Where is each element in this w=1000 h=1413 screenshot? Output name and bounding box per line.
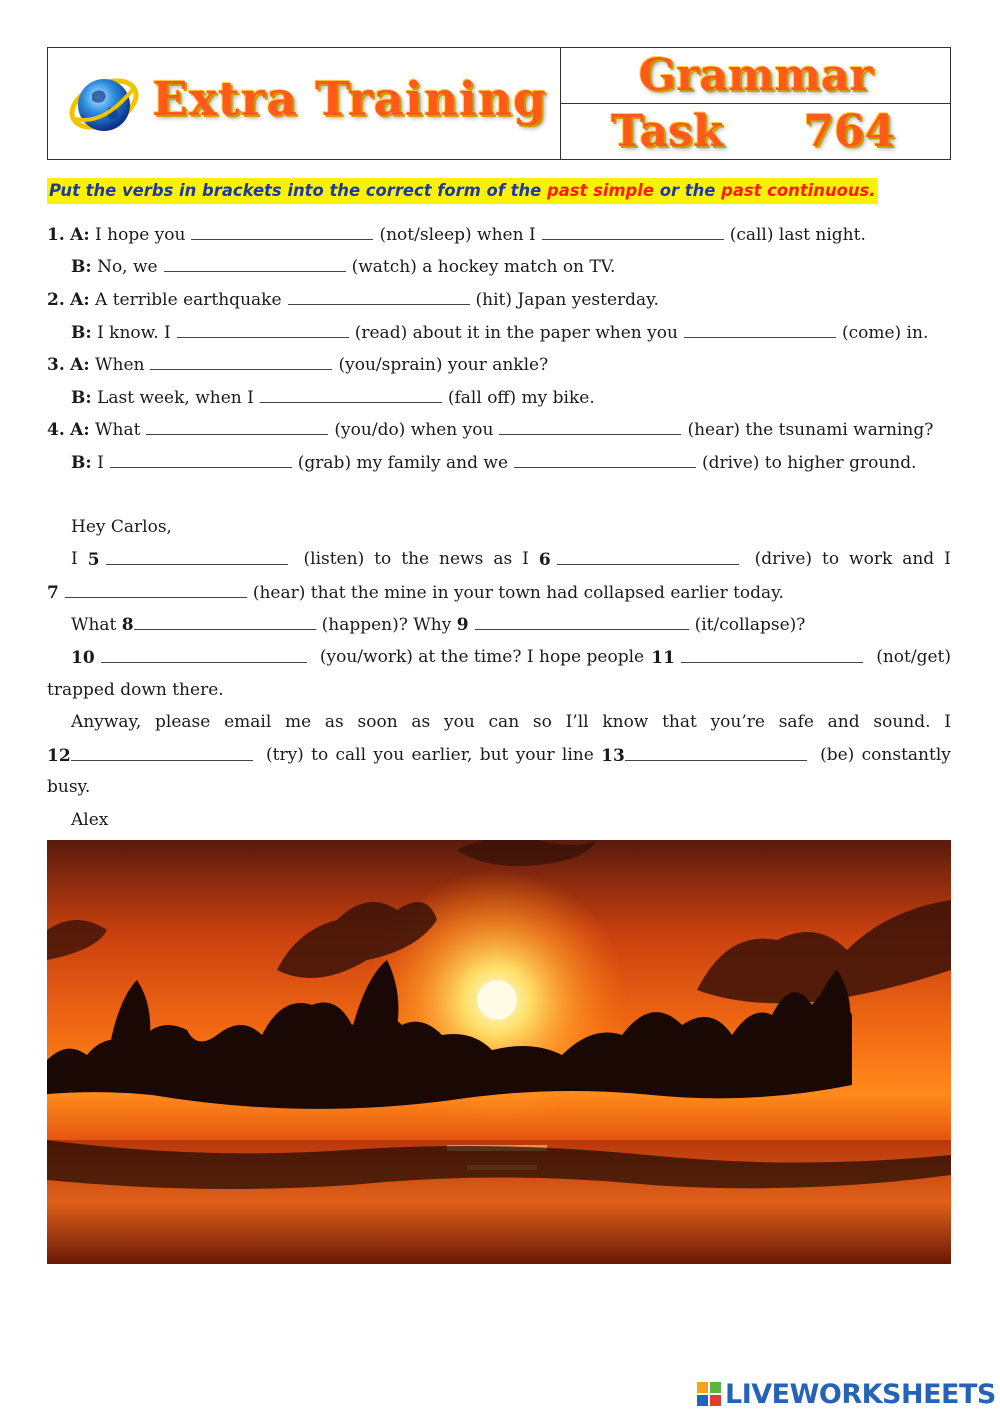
letter-line-4: [47, 646, 951, 669]
word: call: [335, 745, 367, 765]
speaker-label: B:: [71, 323, 92, 343]
answer-blank[interactable]: [475, 613, 689, 630]
speaker-label: A:: [70, 355, 90, 375]
sentence-text: (hear) that the mine in your town had collapsed earlier today.: [252, 583, 784, 603]
sentence-text: (you/sprain) your ankle?: [338, 355, 549, 375]
speaker-label: A:: [70, 420, 90, 440]
word: to: [374, 549, 392, 569]
word: so: [532, 712, 552, 732]
word: to: [311, 745, 329, 765]
word: me: [285, 712, 312, 732]
word: I: [944, 549, 951, 569]
word: please: [155, 712, 211, 732]
word: news: [439, 549, 484, 569]
gap-number: 7: [47, 583, 59, 603]
liveworksheets-logo[interactable]: [697, 1378, 996, 1410]
exercise-1b: [47, 255, 951, 278]
answer-blank[interactable]: [106, 548, 288, 565]
word: you: [373, 745, 405, 765]
exercise-number: 2.: [47, 290, 65, 310]
word: as: [411, 712, 431, 732]
instruction-past-continuous: past continuous.: [721, 181, 876, 200]
sentence-text: Last week, when I: [97, 388, 254, 408]
letter-line-8: busy.: [47, 777, 91, 797]
exercise-3a: [47, 353, 951, 376]
sentence-text: What: [71, 615, 117, 635]
gap-5: [88, 548, 294, 571]
answer-blank[interactable]: [499, 418, 681, 435]
exercise-2a: [47, 288, 951, 311]
gap-10: [71, 646, 313, 669]
exercise-4b: [47, 451, 951, 474]
answer-blank[interactable]: [101, 646, 307, 663]
gap-number: 5: [87, 550, 100, 570]
gap-number: 10: [71, 648, 95, 668]
word: Anyway,: [71, 712, 142, 732]
word: earlier,: [411, 745, 473, 765]
word: email: [224, 712, 272, 732]
sentence-text: (grab) my family and we: [297, 453, 509, 473]
exercise-number: 3.: [47, 355, 65, 375]
word: I: [944, 712, 951, 732]
instruction-past-simple: past simple: [546, 181, 654, 200]
word: and: [902, 549, 935, 569]
word: (try): [265, 745, 304, 765]
gap-12: [47, 744, 259, 767]
sentence-text: (not/sleep) when I: [379, 225, 536, 245]
answer-blank[interactable]: [542, 223, 724, 240]
answer-blank[interactable]: [110, 451, 292, 468]
answer-blank[interactable]: [134, 613, 316, 630]
gap-13: [601, 744, 813, 767]
speaker-label: B:: [71, 453, 92, 473]
answer-blank[interactable]: [557, 548, 739, 565]
exercise-2b: [47, 321, 951, 344]
answer-blank[interactable]: [71, 744, 253, 761]
header-task-cell: [561, 48, 950, 159]
sentence-text: When: [95, 355, 145, 375]
task-row: [561, 103, 950, 159]
word: I: [522, 549, 529, 569]
sentence-text: (come) in.: [841, 323, 929, 343]
sentence-text: (fall off) my bike.: [447, 388, 595, 408]
sentence-text: (not/get): [876, 647, 951, 667]
word: can: [488, 712, 520, 732]
sentence-text: I: [97, 453, 104, 473]
sentence-text: (read) about it in the paper when you: [354, 323, 678, 343]
exercise-3b: [47, 386, 951, 409]
gap-number: 12: [47, 746, 71, 766]
letter-signature: Alex: [71, 810, 109, 830]
sentence-text: (hit) Japan yesterday.: [475, 290, 659, 310]
word: that: [662, 712, 697, 732]
answer-blank[interactable]: [288, 288, 470, 305]
word: (drive): [754, 549, 813, 569]
sentence-text: (happen)? Why: [321, 615, 452, 635]
sentence-text: I hope you: [95, 225, 186, 245]
word: constantly: [861, 745, 951, 765]
answer-blank[interactable]: [177, 321, 349, 338]
word: (listen): [303, 549, 365, 569]
sentence-text: (you/work) at the time? I hope people: [319, 647, 645, 667]
word: I’ll: [565, 712, 589, 732]
exercise-4a: [47, 418, 951, 441]
liveworksheets-badge-icon: [697, 1382, 721, 1406]
grammar-row: [561, 48, 950, 103]
instruction: [47, 178, 878, 204]
sentence-text: (call) last night.: [729, 225, 866, 245]
word: sound.: [873, 712, 931, 732]
word: I: [71, 549, 78, 569]
answer-blank[interactable]: [146, 418, 328, 435]
task-number: 764: [803, 106, 896, 157]
speaker-label: A:: [70, 290, 90, 310]
answer-blank[interactable]: [164, 255, 346, 272]
answer-blank[interactable]: [191, 223, 373, 240]
sentence-text: (watch) a hockey match on TV.: [351, 257, 616, 277]
speaker-label: A:: [70, 225, 90, 245]
sentence-text: I know. I: [97, 323, 171, 343]
word: and: [827, 712, 860, 732]
answer-blank[interactable]: [65, 581, 247, 598]
answer-blank[interactable]: [625, 744, 807, 761]
sentence-text: (hear) the tsunami warning?: [687, 420, 934, 440]
word: line: [561, 745, 594, 765]
gap-6: [539, 548, 745, 571]
sentence-text: A terrible earthquake: [95, 290, 282, 310]
sentence-text: No, we: [97, 257, 158, 277]
word: you’re: [710, 712, 765, 732]
word: soon: [357, 712, 398, 732]
letter-greeting: Hey Carlos,: [71, 517, 172, 537]
word: safe: [778, 712, 814, 732]
gap-number: 9: [456, 615, 469, 635]
header-brand-cell: [48, 48, 561, 159]
instruction-text-2: or the: [654, 181, 722, 200]
answer-blank[interactable]: [260, 386, 442, 403]
instruction-text-1: Put the verbs in brackets into the correct form of the: [49, 181, 547, 200]
globe-icon: [64, 68, 142, 140]
exercise-number: 4.: [47, 420, 65, 440]
brand-title: Extra Training: [152, 72, 547, 127]
sentence-text: (drive) to higher ground.: [702, 453, 917, 473]
word: as: [324, 712, 344, 732]
gap-number: 6: [538, 550, 551, 570]
sentence-text: (it/collapse)?: [694, 615, 806, 635]
sunset-photo: [47, 840, 951, 1264]
word: you: [444, 712, 475, 732]
gap-number: 11: [651, 648, 675, 668]
answer-blank[interactable]: [681, 646, 863, 663]
speaker-label: B:: [71, 257, 92, 277]
letter-line-6: [47, 711, 951, 733]
word: (be): [820, 745, 855, 765]
word: but: [479, 745, 509, 765]
letter-line-1: [47, 548, 951, 571]
word: as: [493, 549, 513, 569]
letter-line-3: [47, 613, 951, 636]
gap-number: 13: [601, 746, 625, 766]
word: your: [515, 745, 555, 765]
gap-number: 8: [121, 615, 134, 635]
exercise-number: 1.: [47, 225, 65, 245]
answer-blank[interactable]: [150, 353, 332, 370]
sentence-text: What: [95, 420, 141, 440]
answer-blank[interactable]: [684, 321, 836, 338]
worksheet-header: [47, 47, 951, 160]
grammar-label: Grammar: [638, 50, 873, 101]
exercise-1a: [47, 223, 951, 246]
letter-line-2: [47, 581, 951, 604]
word: work: [849, 549, 893, 569]
sentence-text: (you/do) when you: [334, 420, 494, 440]
gap-11: [651, 646, 869, 669]
speaker-label: B:: [71, 388, 92, 408]
letter-line-7: [47, 744, 951, 767]
letter-line-5: trapped down there.: [47, 680, 224, 700]
word: to: [821, 549, 840, 569]
liveworksheets-text: LIVEWORKSHEETS: [725, 1378, 996, 1410]
task-label: Task: [611, 106, 724, 157]
word: the: [401, 549, 430, 569]
word: know: [602, 712, 649, 732]
answer-blank[interactable]: [514, 451, 696, 468]
